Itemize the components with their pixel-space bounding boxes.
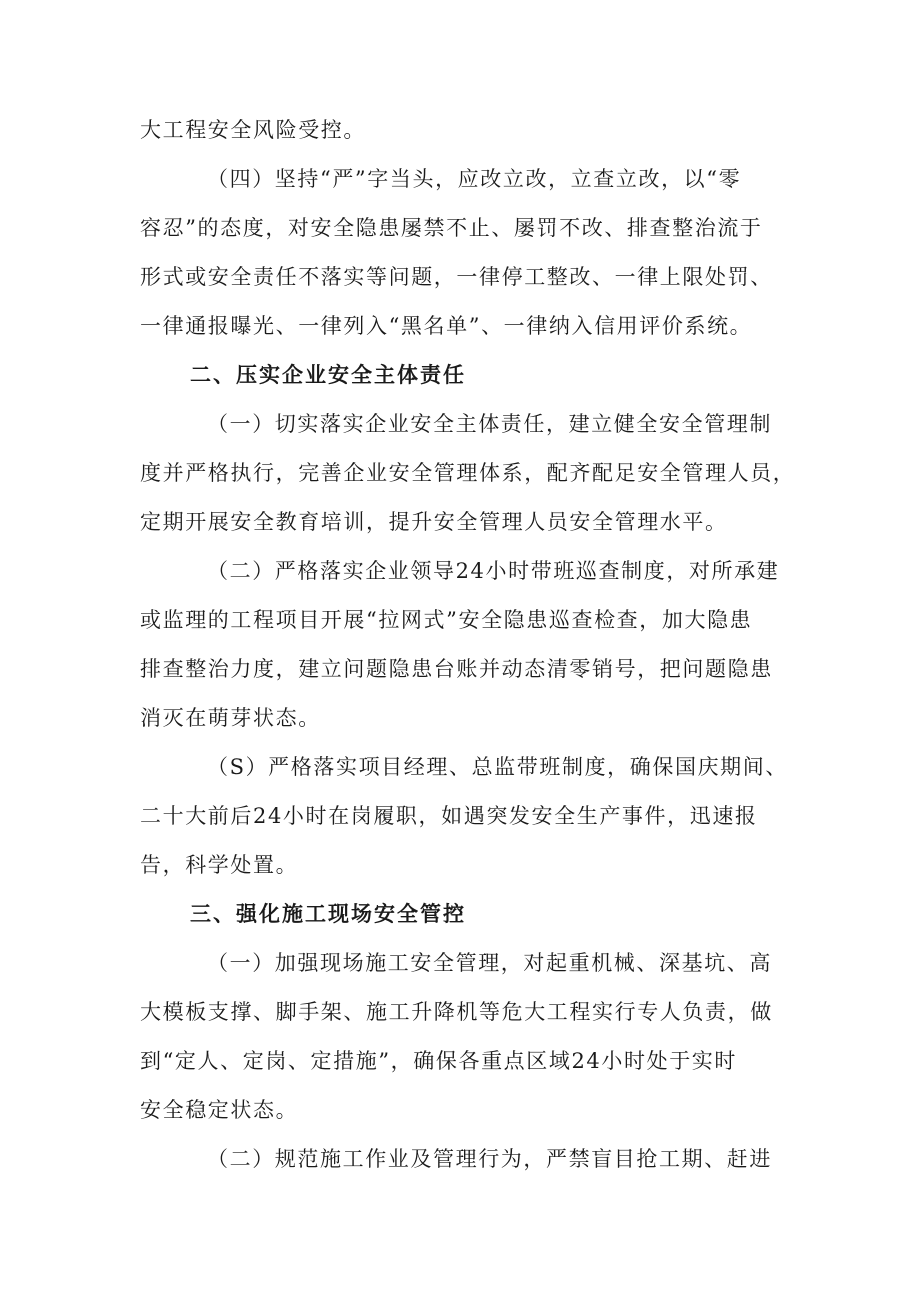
section-heading-3: 三、强化施工现场安全管控 — [190, 902, 466, 926]
text-line-19: 大模板支撑、脚手架、施工升降机等危大工程实行专人负责，做 — [140, 1000, 773, 1024]
text-line-15: 二十大前后24小时在岗履职，如遇突发安全生产事件，迅速报 — [140, 804, 758, 828]
section-heading-2: 二、压实企业安全主体责任 — [190, 363, 466, 387]
text-line-3: 容忍”的态度，对安全隐患屡禁不止、屡罚不改、排查整治流于 — [140, 216, 763, 240]
paragraph-2-2-line-1: （二）严格落实企业领导24小时带班巡查制度，对所承建 — [207, 559, 780, 583]
text-line-9: 定期开展安全教育培训，提升安全管理人员安全管理水平。 — [140, 510, 728, 534]
paragraph-2-1-line-1: （一）切实落实企业安全主体责任，建立健全安全管理制 — [207, 412, 772, 436]
text-line-13: 消灭在萌芽状态。 — [140, 706, 321, 730]
text-line-21: 安全稳定状态。 — [140, 1098, 299, 1122]
text-line-20: 到“定人、定岗、定措施”，确保各重点区域24小时处于实时 — [140, 1049, 737, 1073]
text-line-5: 一律通报曝光、一律列入“黑名单”、一律纳入信用评价系统。 — [140, 314, 753, 338]
text-line-12: 排查整治力度，建立问题隐患台账并动态清零销号，把问题隐患 — [140, 657, 773, 681]
text-line-1: 大工程安全风险受控。 — [140, 118, 366, 142]
text-line-16: 告，科学处置。 — [140, 853, 299, 877]
text-line-8: 度并严格执行，完善企业安全管理体系，配齐配足安全管理人员， — [140, 461, 796, 485]
paragraph-3-1-line-1: （一）加强现场施工安全管理，对起重机械、深基坑、高 — [207, 951, 772, 975]
text-line-11: 或监理的工程项目开展“拉网式”安全隐患巡查检查，加大隐患 — [140, 608, 753, 632]
paragraph-3-2-line-1: （二）规范施工作业及管理行为，严禁盲目抢工期、赶进 — [207, 1147, 772, 1171]
paragraph-2-3-line-1: （S）严格落实项目经理、总监带班制度，确保国庆期间、 — [207, 755, 788, 779]
paragraph-4-line-1: （四）坚持“严”字当头，应改立改，立查立改，以“零 — [207, 167, 742, 191]
text-line-4: 形式或安全责任不落实等问题，一律停工整改、一律上限处罚、 — [140, 265, 773, 289]
